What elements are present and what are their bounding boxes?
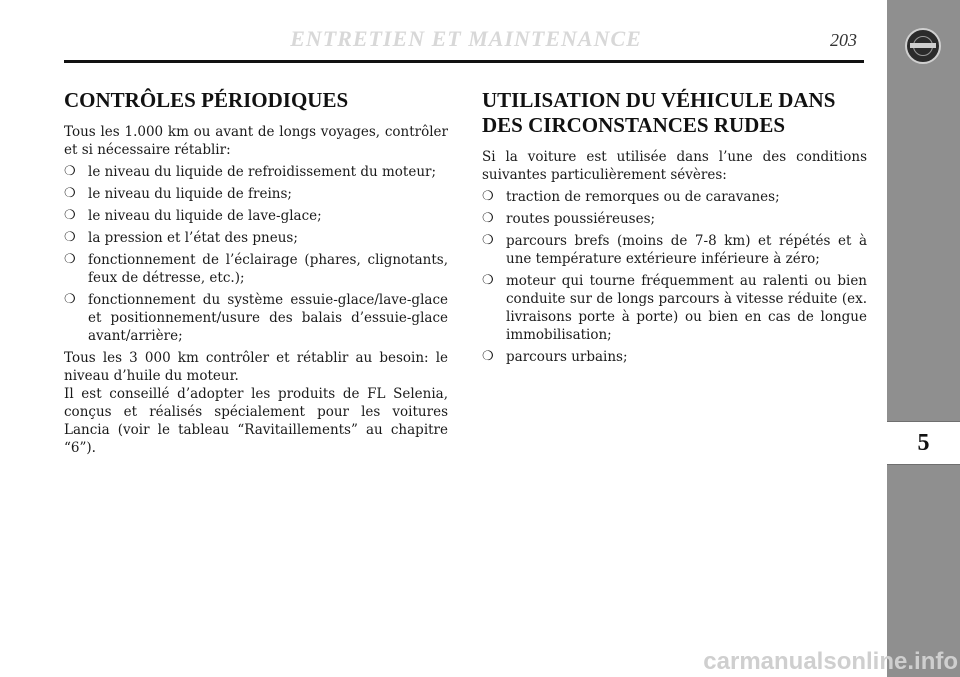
chapter-tab[interactable]: 5 [887, 421, 960, 465]
right-heading: UTILISATION DU VÉHICULE DANS DES CIRCONSTANCES RUDES [482, 88, 836, 137]
bullet-icon: ❍ [64, 208, 76, 223]
list-item: ❍ fonctionnement du système essuie-glace/lave-glace et positionnement/usure des balais d’essuie-glace avant/arrière; [64, 292, 448, 344]
right-condition-list [482, 188, 867, 366]
logo-banner [910, 43, 936, 48]
list-item: ❍ parcours urbains; [482, 349, 628, 365]
lancia-logo-icon [905, 28, 941, 64]
left-intro: Tous les 1.000 km ou avant de longs voyages, contrôler et si nécessaire rétablir: [64, 124, 448, 158]
list-item: ❍ moteur qui tourne fréquemment au ralenti ou bien conduite sur de longs parcours à vitesse réduite (ex. livraisons porte à porte) ou bien en cas de longue immobilisation; [482, 273, 867, 343]
list-item: ❍ le niveau du liquide de refroidissement du moteur; [64, 164, 437, 180]
section-title: ENTRETIEN ET MAINTENANCE [290, 26, 642, 51]
bullet-icon: ❍ [482, 189, 494, 204]
chapter-sidebar [887, 0, 960, 677]
list-item: ❍ le niveau du liquide de lave-glace; [64, 208, 322, 224]
list-item: ❍ la pression et l’état des pneus; [64, 230, 298, 246]
list-item: ❍ routes poussiéreuses; [482, 211, 656, 227]
page-number: 203 [830, 30, 857, 50]
header-rule [64, 60, 864, 63]
bullet-icon: ❍ [64, 230, 76, 245]
bullet-icon: ❍ [482, 273, 494, 288]
bullet-icon: ❍ [64, 186, 76, 201]
left-column [64, 88, 448, 457]
watermark: carmanualsonline.info [703, 648, 958, 675]
bullet-icon: ❍ [482, 349, 494, 364]
bullet-icon: ❍ [482, 211, 494, 226]
left-heading: CONTRÔLES PÉRIODIQUES [64, 88, 349, 112]
right-intro: Si la voiture est utilisée dans l’une des conditions suivantes particulièrement sévères: [482, 149, 867, 183]
left-check-list [64, 163, 448, 345]
left-paragraph-products: Il est conseillé d’adopter les produits de FL Selenia, conçus et réalisés spécialement pour les voitures Lancia (voir le tableau “Ravitaillements” au chapitre “6”). [64, 386, 448, 456]
bullet-icon: ❍ [64, 252, 76, 267]
list-item: ❍ fonctionnement de l’éclairage (phares, clignotants, feux de détresse, etc.); [64, 252, 448, 286]
left-paragraph-oil: Tous les 3 000 km contrôler et rétablir au besoin: le niveau d’huile du moteur. [64, 350, 448, 384]
list-item: ❍ le niveau du liquide de freins; [64, 186, 292, 202]
list-item: ❍ parcours brefs (moins de 7-8 km) et répétés et à une température extérieure inférieure à zéro; [482, 233, 867, 267]
bullet-icon: ❍ [64, 164, 76, 179]
bullet-icon: ❍ [482, 233, 494, 248]
bullet-icon: ❍ [64, 292, 76, 307]
list-item: ❍ traction de remorques ou de caravanes; [482, 189, 780, 205]
right-column [482, 88, 867, 370]
